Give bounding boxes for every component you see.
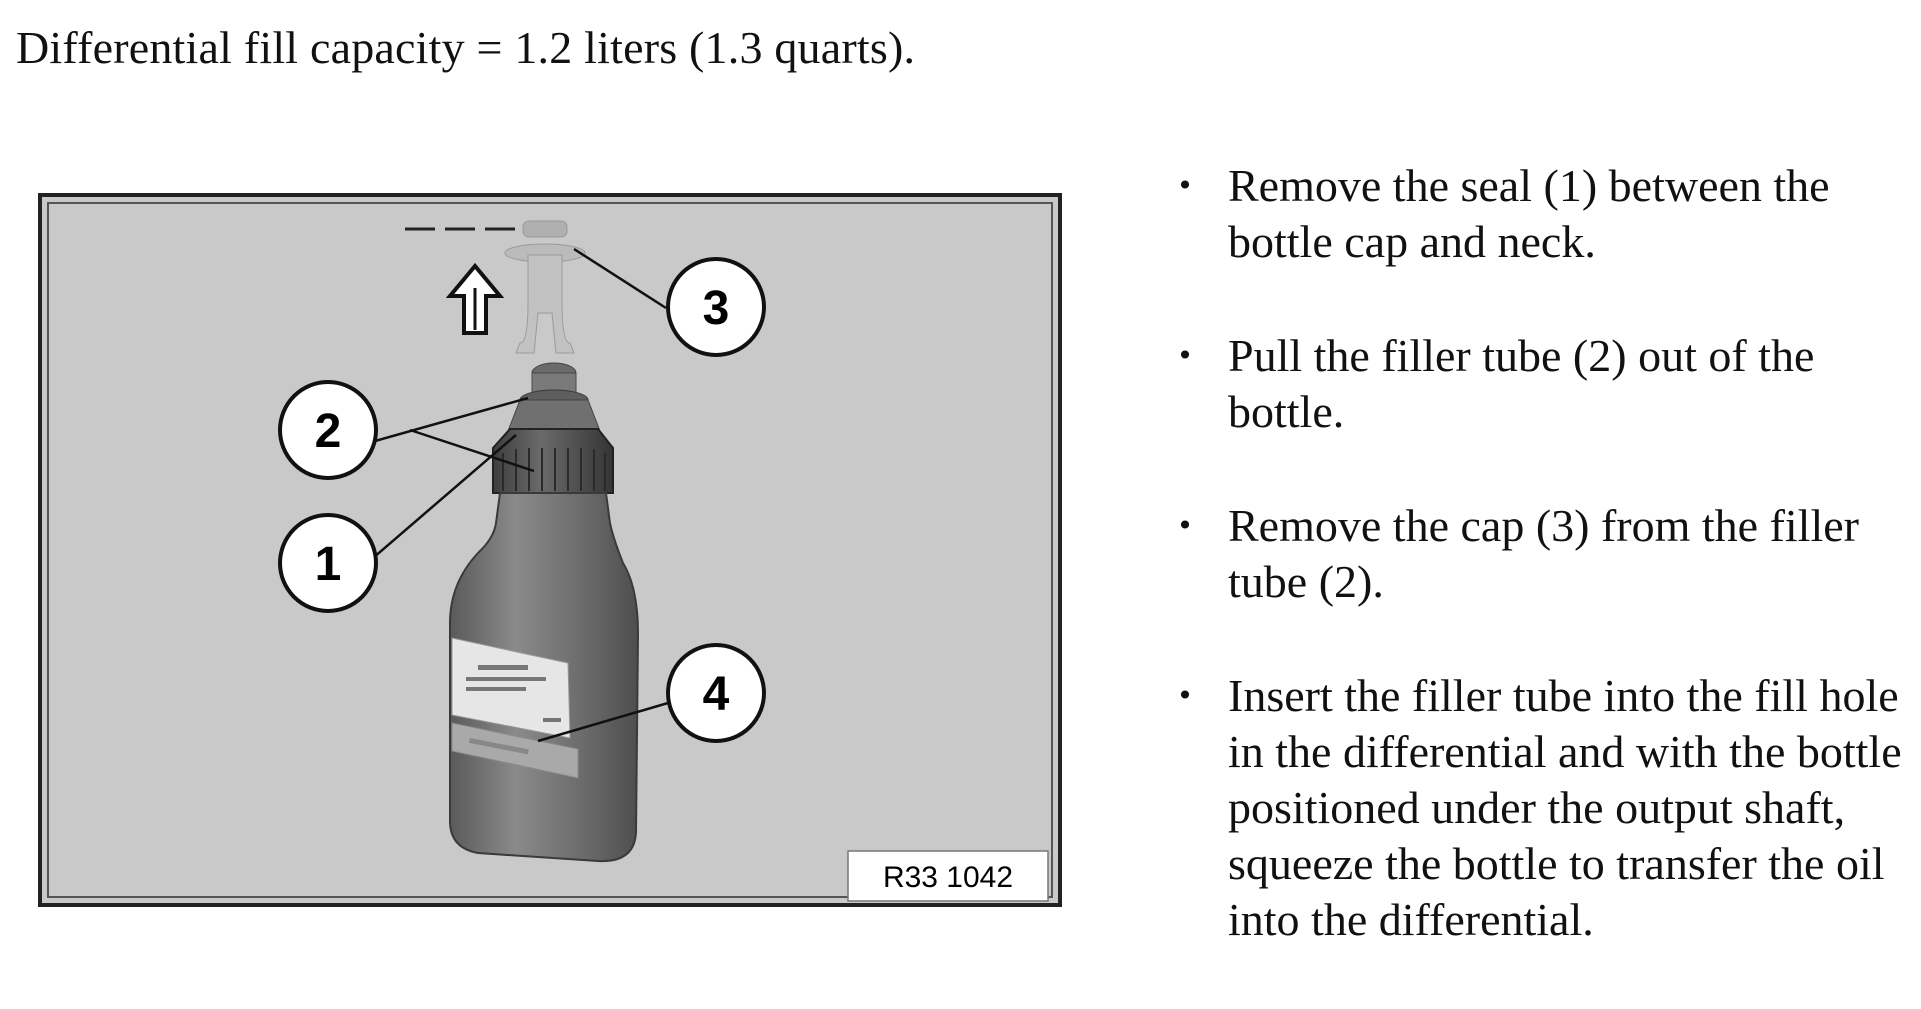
bullet-icon: • (1176, 339, 1194, 372)
bottle-illustration (38, 193, 1063, 908)
step-text: Remove the seal (1) between the bottle cap and neck. (1228, 160, 1830, 267)
callout-3 (668, 259, 764, 355)
instruction-step (1175, 158, 1915, 270)
step-text: Pull the filler tube (2) out of the bottle. (1228, 330, 1815, 437)
instruction-step (1175, 328, 1915, 440)
step-text: Insert the filler tube into the fill hole in the differential and with the bottle positioned under the output shaft, squeeze the bottle to transfer the oil into the differential. (1228, 670, 1902, 945)
callout-1 (280, 515, 376, 611)
bullet-icon: • (1176, 509, 1194, 542)
instruction-step (1175, 498, 1915, 610)
bullet-icon: • (1176, 679, 1194, 712)
callout-2 (280, 382, 376, 478)
instruction-step (1175, 668, 1915, 948)
bullet-icon: • (1176, 169, 1194, 202)
instruction-list (1175, 158, 1915, 1006)
svg-text:1: 1 (314, 538, 342, 591)
svg-text:3: 3 (702, 282, 730, 335)
reference-code: R33 1042 (882, 861, 1014, 894)
svg-text:4: 4 (702, 668, 730, 721)
step-text: Remove the cap (3) from the filler tube (2). (1228, 500, 1859, 607)
reference-code-box (848, 851, 1048, 901)
capacity-heading: Differential fill capacity = 1.2 liters (1.3 quarts). (16, 22, 916, 73)
svg-text:2: 2 (314, 405, 342, 458)
callout-4 (668, 645, 764, 741)
